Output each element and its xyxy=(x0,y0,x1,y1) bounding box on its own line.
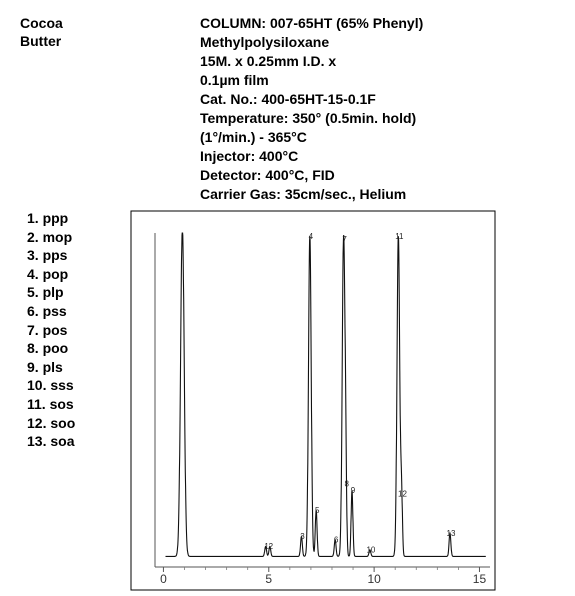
spec-line: (1°/min.) - 365°C xyxy=(200,129,307,145)
spec-line: Injector: 400°C xyxy=(200,148,299,164)
peak-legend-item: 2. mop xyxy=(27,228,73,245)
peak-legend-item: 11. sos xyxy=(27,395,74,412)
peak-label: 6 xyxy=(333,535,339,545)
spec-line: 15M. x 0.25mm I.D. x xyxy=(200,53,337,69)
spec-line: Cat. No.: 400-65HT-15-0.1F xyxy=(200,91,376,107)
peak-legend-item: 3. pps xyxy=(27,247,68,264)
spec-line: Detector: 400°C, FID xyxy=(200,167,335,183)
peak-label: 9 xyxy=(350,486,356,495)
peak-legend-item: 13. soa xyxy=(27,433,75,450)
peak-label: 5 xyxy=(314,505,320,515)
peak-legend-item: 7. pos xyxy=(27,321,68,338)
peak-label: 12 xyxy=(398,489,407,499)
spec-line: 0.1µm film xyxy=(200,72,269,88)
sample-name-line: Butter xyxy=(20,33,62,49)
peak-legend-item: 9. pls xyxy=(27,358,63,375)
peak-label: 7 xyxy=(342,235,347,245)
peak-label: 4 xyxy=(308,231,314,241)
spec-line: COLUMN: 007-65HT (65% Phenyl) xyxy=(200,15,424,31)
x-tick-label: 15 xyxy=(472,572,487,586)
peak-label: 2 xyxy=(268,542,274,552)
peak-legend-item: 1. ppp xyxy=(27,210,69,226)
chromatogram-trace xyxy=(166,233,486,556)
spec-line: Temperature: 350° (0.5min. hold) xyxy=(200,110,417,126)
peak-label: 8 xyxy=(344,479,349,489)
peak-legend-item: 4. pop xyxy=(27,265,69,282)
peak-legend-item: 6. pss xyxy=(27,302,67,319)
peak-legend-item: 12. soo xyxy=(27,414,76,431)
peak-label: 3 xyxy=(300,532,305,542)
sample-name-line: Cocoa xyxy=(20,15,63,31)
peak-legend-item: 10. sss xyxy=(27,377,74,394)
peak-legend-item: 5. plp xyxy=(27,284,64,301)
peak-label: 1 xyxy=(264,542,269,552)
x-tick-label: 10 xyxy=(367,572,381,586)
spec-line: Carrier Gas: 35cm/sec., Helium xyxy=(200,186,407,202)
peak-label: 10 xyxy=(366,545,376,555)
x-tick-label: 5 xyxy=(265,572,273,586)
spec-line: Methylpolysiloxane xyxy=(200,34,330,50)
peak-label: 11 xyxy=(395,231,404,241)
peak-legend-item: 8. poo xyxy=(27,340,69,357)
x-tick-label: 0 xyxy=(160,572,167,586)
peak-label: 13 xyxy=(446,528,456,538)
